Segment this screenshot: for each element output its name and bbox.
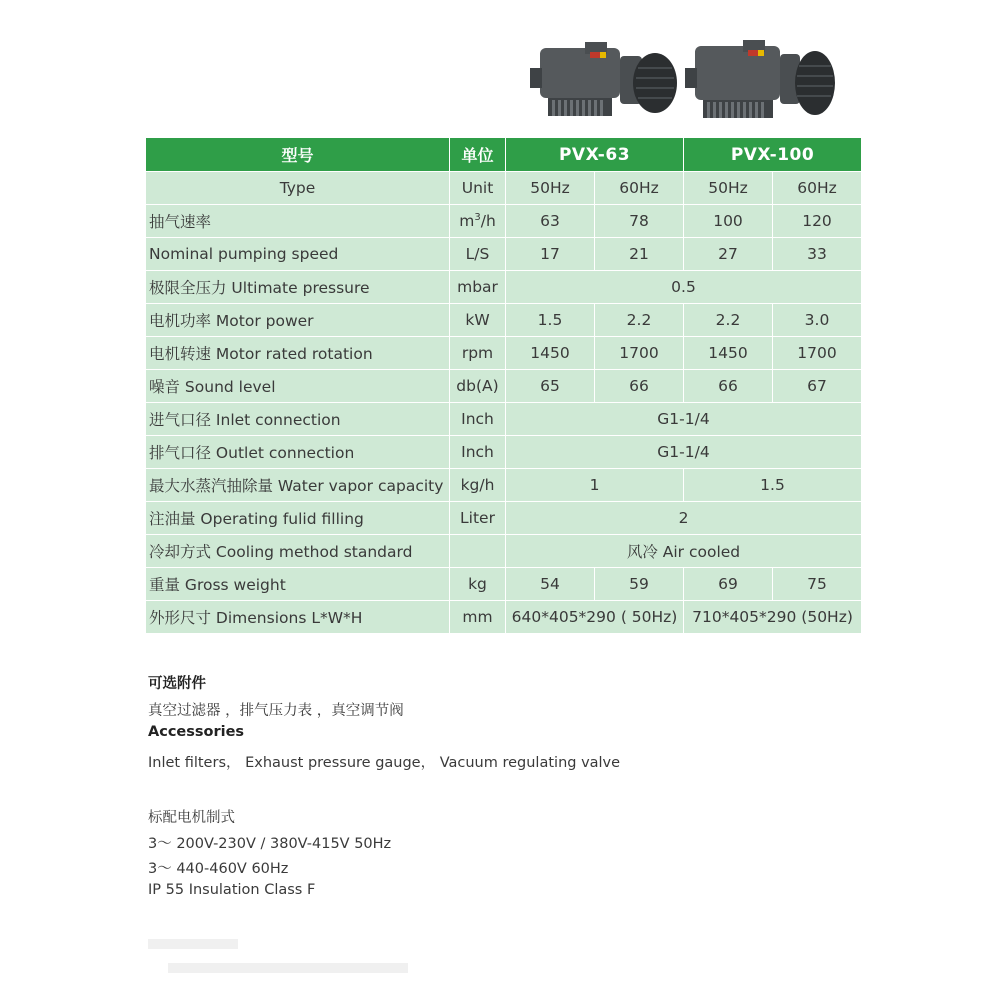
cell-value: 2.2 (595, 304, 684, 337)
row-label: 极限全压力 Ultimate pressure (146, 271, 450, 304)
row-unit: mbar (450, 271, 506, 304)
cell-value: 78 (595, 205, 684, 238)
table-row (146, 205, 862, 238)
cell-value: 67 (773, 370, 862, 403)
cell-value: G1-1/4 (506, 403, 862, 436)
table-row (146, 568, 862, 601)
table-row (146, 304, 862, 337)
cell-value: 50Hz (506, 172, 595, 205)
unit-superscript: 3 (474, 211, 481, 223)
cell-value: 17 (506, 238, 595, 271)
table-row (146, 271, 862, 304)
cell-value: 640*405*290 ( 50Hz) (506, 601, 684, 634)
cell-value: 100 (684, 205, 773, 238)
row-label: 电机转速 Motor rated rotation (146, 337, 450, 370)
cell-value: 1.5 (684, 469, 862, 502)
row-label: 电机功率 Motor power (146, 304, 450, 337)
row-unit: Inch (450, 403, 506, 436)
accessories-title-en: Accessories (148, 724, 245, 740)
accessories-items-cn: 真空过滤器 ，排气压力表 ，真空调节阀 (148, 703, 404, 719)
row-unit: Liter (450, 502, 506, 535)
unit-base: m (459, 212, 475, 230)
table-row (146, 601, 862, 634)
cell-value: 1.5 (506, 304, 595, 337)
row-unit: Inch (450, 436, 506, 469)
cell-value: 60Hz (773, 172, 862, 205)
row-label: Nominal pumping speed (146, 238, 450, 271)
row-label: 最大水蒸汽抽除量 Water vapor capacity (146, 469, 450, 502)
table-row (146, 238, 862, 271)
motor-line-1: 3～ 200V-230V / 380V-415V 50Hz (148, 836, 392, 852)
row-unit: rpm (450, 337, 506, 370)
spec-table (145, 137, 862, 634)
cell-value: G1-1/4 (506, 436, 862, 469)
cell-value: 2 (506, 502, 862, 535)
table-header-row (146, 138, 862, 172)
cell-value: 27 (684, 238, 773, 271)
table-row (146, 502, 862, 535)
table-row (146, 370, 862, 403)
cell-value: 0.5 (506, 271, 862, 304)
cell-value: 33 (773, 238, 862, 271)
cell-value: 59 (595, 568, 684, 601)
cell-value: 1700 (595, 337, 684, 370)
table-row (146, 172, 862, 205)
row-unit: Unit (450, 172, 506, 205)
row-label: Type (146, 172, 450, 205)
motor-title-cn: 标配电机制式 (148, 810, 235, 826)
cell-value: 710*405*290 (50Hz) (684, 601, 862, 634)
row-unit: L/S (450, 238, 506, 271)
cell-value: 65 (506, 370, 595, 403)
motor-line-2: 3～ 440-460V 60Hz (148, 861, 289, 877)
cell-value: 50Hz (684, 172, 773, 205)
cell-value: 1 (506, 469, 684, 502)
header-model-cn: 型号 (146, 138, 450, 172)
row-unit: kg (450, 568, 506, 601)
unit-tail: /h (480, 212, 496, 230)
cell-value: 75 (773, 568, 862, 601)
cell-value: 66 (684, 370, 773, 403)
product-images (520, 28, 860, 128)
cell-value: 66 (595, 370, 684, 403)
row-unit: kg/h (450, 469, 506, 502)
cell-value: 1700 (773, 337, 862, 370)
cell-value: 54 (506, 568, 595, 601)
header-unit-cn: 单位 (450, 138, 506, 172)
accessories-items-en: Inlet filters， Exhaust pressure gauge， Vacuum regulating valve (148, 755, 621, 771)
row-label: 注油量 Operating fulid filling (146, 502, 450, 535)
row-label: 冷却方式 Cooling method standard (146, 535, 450, 568)
row-unit: db(A) (450, 370, 506, 403)
vacuum-pump-icon (675, 28, 840, 128)
cell-value: 3.0 (773, 304, 862, 337)
table-row (146, 436, 862, 469)
cell-value: 风冷 Air cooled (506, 535, 862, 568)
cell-value: 63 (506, 205, 595, 238)
header-model-pvx100: PVX-100 (684, 138, 862, 172)
accessories-title-cn: 可选附件 (148, 676, 206, 692)
cell-value: 120 (773, 205, 862, 238)
vacuum-pump-icon (520, 28, 685, 128)
row-unit: mm (450, 601, 506, 634)
row-label: 抽气速率 (146, 205, 450, 238)
row-label: 重量 Gross weight (146, 568, 450, 601)
table-row (146, 469, 862, 502)
cell-value: 69 (684, 568, 773, 601)
row-label: 外形尺寸 Dimensions L*W*H (146, 601, 450, 634)
motor-line-3: IP 55 Insulation Class F (148, 882, 316, 898)
row-label: 排气口径 Outlet connection (146, 436, 450, 469)
cell-value: 2.2 (684, 304, 773, 337)
cell-value: 1450 (684, 337, 773, 370)
cell-value: 60Hz (595, 172, 684, 205)
row-unit (450, 205, 506, 238)
row-unit: kW (450, 304, 506, 337)
faded-text-decoration (148, 935, 448, 980)
cell-value: 21 (595, 238, 684, 271)
table-row (146, 535, 862, 568)
table-row (146, 337, 862, 370)
header-model-pvx63: PVX-63 (506, 138, 684, 172)
cell-value: 1450 (506, 337, 595, 370)
row-label: 噪音 Sound level (146, 370, 450, 403)
row-unit (450, 535, 506, 568)
row-label: 进气口径 Inlet connection (146, 403, 450, 436)
table-row (146, 403, 862, 436)
